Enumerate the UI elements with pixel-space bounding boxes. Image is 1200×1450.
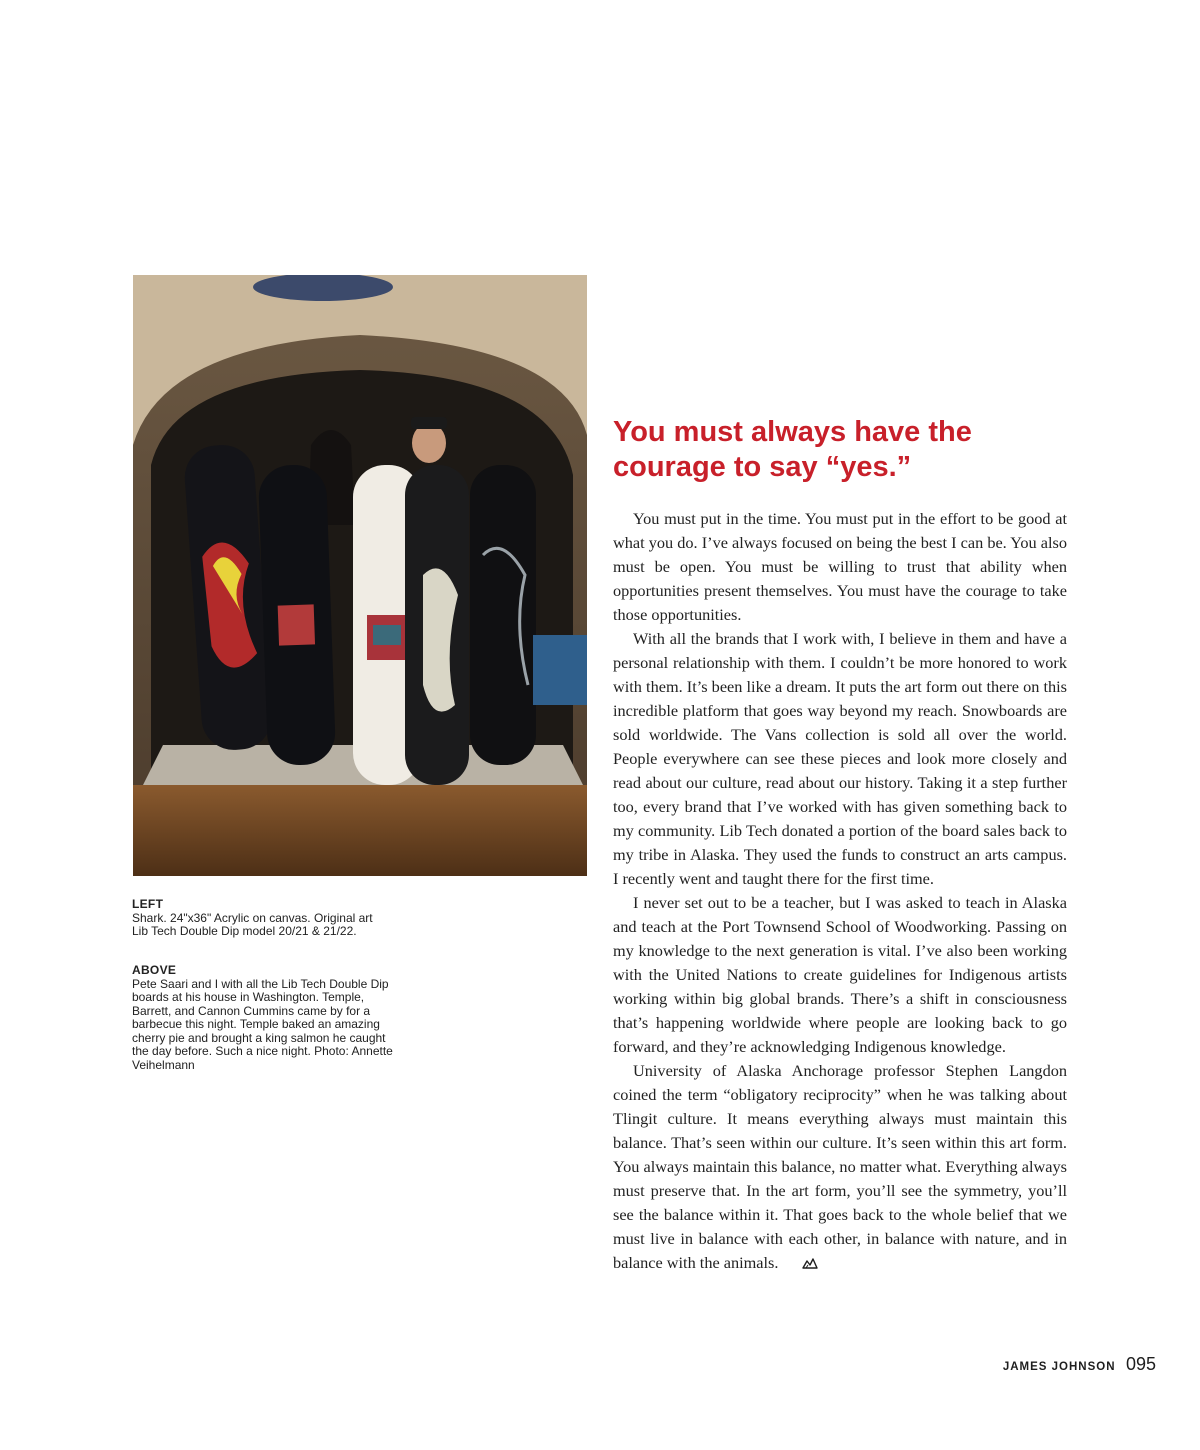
snowboards-photo [133, 275, 587, 876]
article-paragraph: You must put in the time. You must put in the effort to be good at what you do. I’ve always focused on being the best I can be. You also must be open. You must be willing to trust that ability when opportunities present themselves. You must have the courage to take those opportunities. [613, 509, 1067, 624]
caption-above-text: Pete Saari and I with all the Lib Tech Double Dip boards at his house in Washington. Temple, Barrett, and Cannon Cummins came by for a barbecue this night. Temple baked an amazing cherry pie and brought a king salmon he caught the day before. Such a nice night. Photo: Annette Veihelmann [132, 976, 393, 1072]
article-paragraph-last [613, 1059, 1067, 1276]
running-head: JAMES JOHNSON [1002, 1361, 1116, 1373]
page-footer [1003, 1354, 1156, 1375]
caption-left-label: LEFT [132, 897, 164, 911]
article-body [613, 507, 1067, 1276]
article-paragraph: With all the brands that I work with, I believe in them and have a personal relationship with them. I couldn’t be more honored to work with them. It’s been like a dream. It puts the art form out there on this incredible platform that goes way beyond my reach. Snowboards are sold worldwide. The Vans collection is sold all over the world. People everywhere can see these pieces and look more closely and read about our culture, read about our history. Taking it a step further too, every brand that I’ve worked with has given something back to my community. Lib Tech donated a portion of the board sales back to my tribe in Alaska. They used the funds to construct an arts campus. I recently went and taught there for the first time. [613, 629, 1067, 888]
article-headline: You must always have the courage to say “yes.” [613, 416, 972, 483]
mountain-end-mark-icon [782, 1252, 818, 1276]
snowboards-photo-illustration [133, 275, 587, 876]
article-paragraph: I never set out to be a teacher, but I was asked to teach in Alaska and teach at the Port Townsend School of Woodworking. Passing on my knowledge to the next generation is vital. I’ve also been working with the United Nations to create guidelines for Indigenous artists working within big global brands. There’s a shift in consciousness that’s happening worldwide where people are looking back to go forward, and they’re acknowledging Indigenous knowledge. [613, 893, 1067, 1056]
caption-above [132, 964, 402, 1072]
page-number: 095 [1125, 1354, 1156, 1374]
caption-above-label: ABOVE [132, 963, 177, 977]
caption-left [132, 898, 382, 939]
article-paragraph-text: University of Alaska Anchorage professor Stephen Langdon coined the term “obligatory reciprocity” when he was talking about Tlingit culture. It means everything always must maintain this balance. That’s seen within our culture. It’s seen within this art form. You always maintain this balance, no matter what. Everything always must preserve that. In the art form, you’ll see the symmetry, you’ll see the balance within it. That goes back to the whole belief that we must live in balance with each other, in balance with nature, and in balance with the animals. [613, 1061, 1067, 1272]
caption-left-text: Shark. 24"x36" Acrylic on canvas. Original art Lib Tech Double Dip model 20/21 & 21/22. [132, 910, 373, 938]
